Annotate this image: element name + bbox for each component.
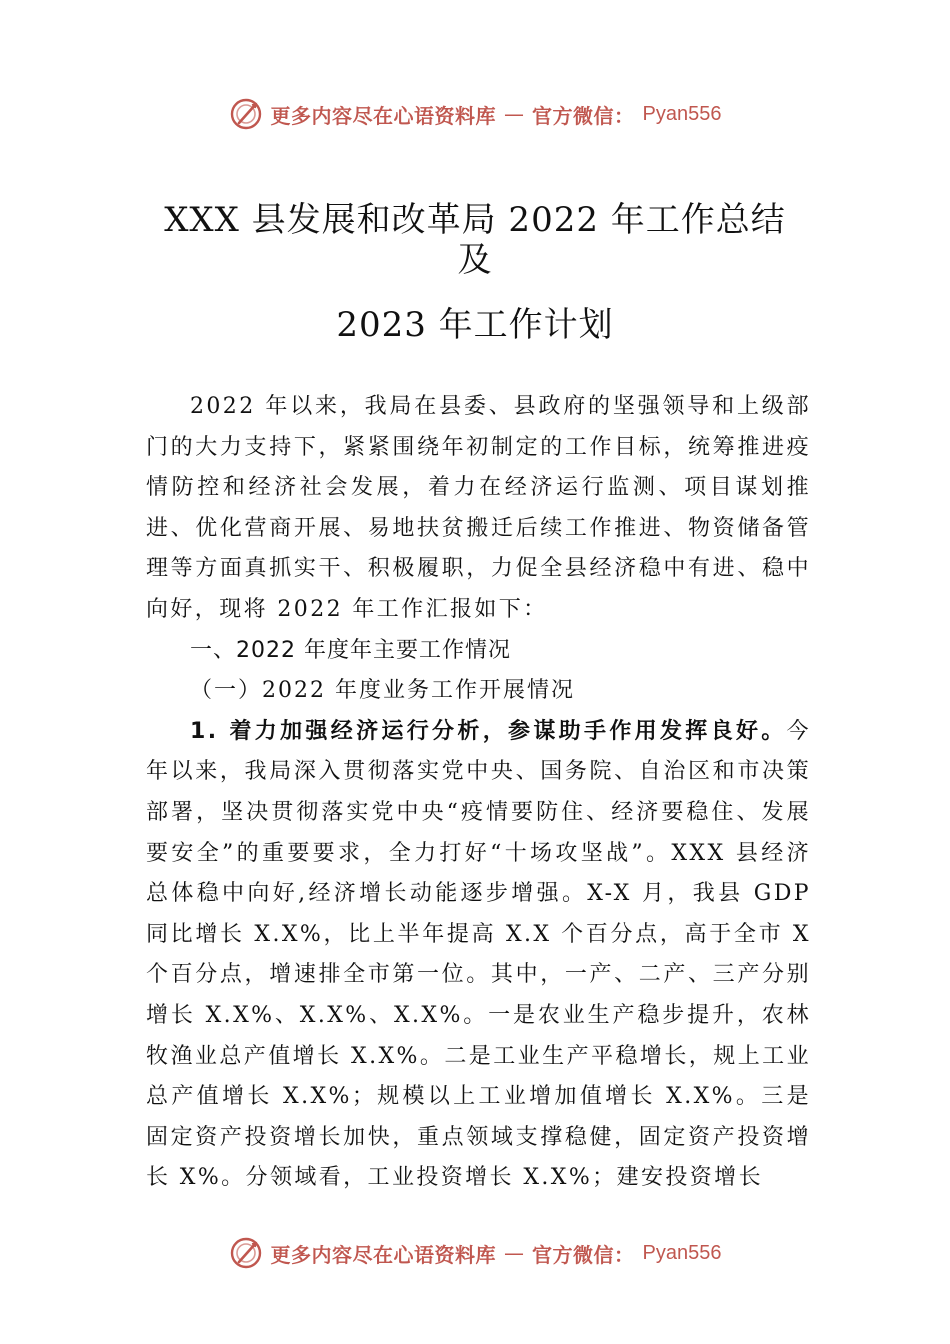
watermark-separator: —: [504, 1241, 525, 1265]
item1-text: 今年以来，我局深入贯彻落实党中央、国务院、自治区和市决策部署，坚决贯彻落实党中央“疫情要防住、经济要稳住、发展要安全”的重要要求，全力打好“十场攻坚战”。XXX 县经济总体稳中向好,经济增长动能逐步增强。X-X 月，我县 GDP 同比增长 X.X%，比上半年提高 X.X 个百分点，高于全市 X 个百分点，增速排全市第一位。其中，一产、二产、三产分别增长 X.X%、X.X%、X.X%。一是农业生产稳步提升，农林牧渔业总产值增长 X.X%。二是工业生产平稳增长，规上工业总产值增长 X.X%；规模以上工业增加值增长 X.X%。三是固定资产投资增长加快，重点领域支撑稳健，固定资产投资增长 X%。分领域看，工业投资增长 X.X%；建安投资增长: [146, 718, 811, 1191]
document-title-line3: 2023 年工作计划: [336, 305, 614, 345]
watermark-text: 更多内容尽在心语资料库: [270, 103, 497, 128]
item1-lead: 1. 着力加强经济运行分析，参谋助手作用发挥良好。: [190, 718, 787, 744]
watermark-text: 更多内容尽在心语资料库: [270, 1242, 497, 1267]
document-title-line2: 及: [457, 240, 493, 280]
document-title-line1: XXX 县发展和改革局 2022 年工作总结: [164, 200, 786, 240]
document-body: [146, 387, 811, 1199]
watermark-wechat-label: 官方微信：: [532, 103, 635, 128]
item1-paragraph: [146, 712, 811, 1199]
watermark-wechat-id: Pyan556: [642, 102, 722, 125]
logo-icon: [229, 97, 263, 131]
watermark-separator: —: [504, 102, 525, 126]
section-heading: 一、2022 年度年主要工作情况: [190, 637, 511, 663]
watermark-wechat-id: Pyan556: [642, 1241, 722, 1264]
watermark-bottom: [0, 1233, 950, 1273]
subsection-heading: （一）2022 年度业务工作开展情况: [190, 678, 575, 704]
watermark-wechat-label: 官方微信：: [532, 1242, 635, 1267]
intro-paragraph: 2022 年以来，我局在县委、县政府的坚强领导和上级部门的大力支持下，紧紧围绕年初制定的工作目标，统筹推进疫情防控和经济社会发展，着力在经济运行监测、项目谋划推进、优化营商开展、易地扶贫搬迁后续工作推进、物资储备管理等方面真抓实干、积极履职，力促全县经济稳中有进、稳中向好，现将 2022 年工作汇报如下：: [146, 394, 811, 622]
logo-icon: [229, 1236, 263, 1270]
watermark-top: [0, 94, 950, 134]
